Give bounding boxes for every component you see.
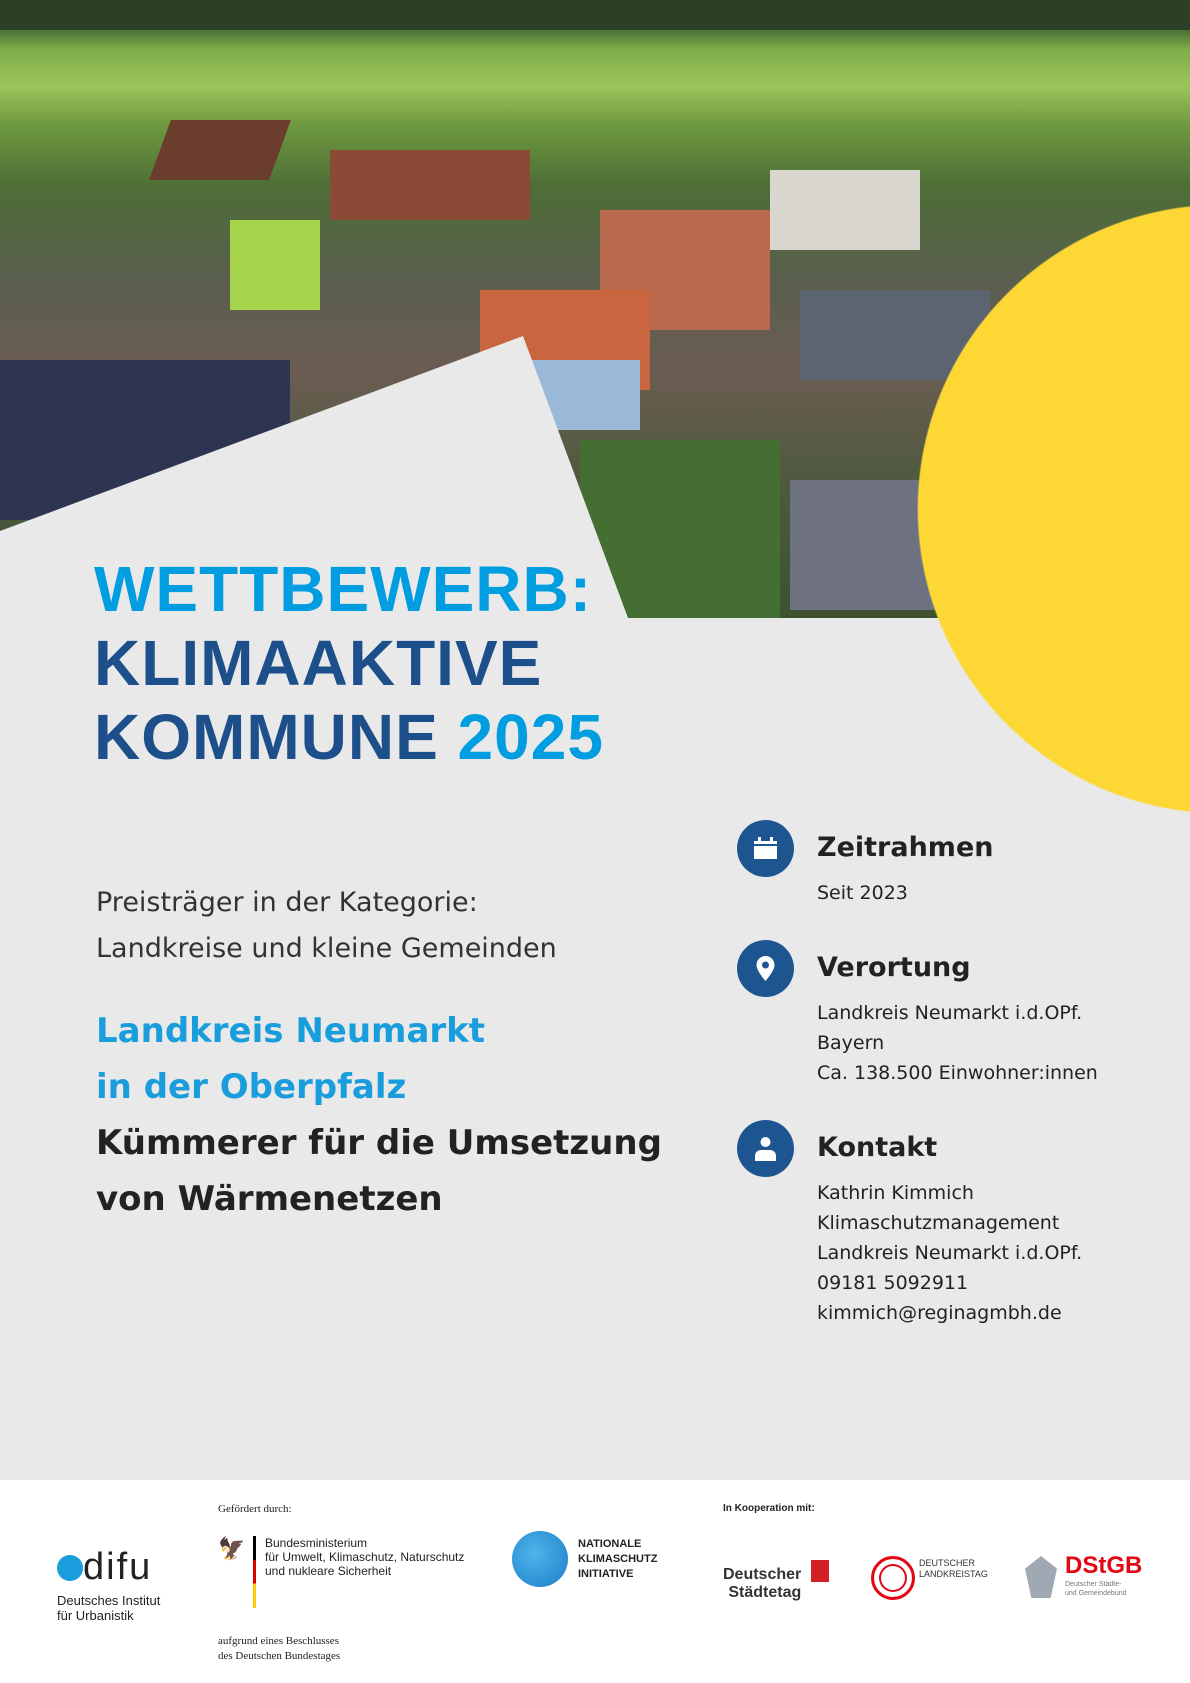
yellow-circle-decoration — [917, 204, 1190, 814]
page-title: WETTBEWERB: KLIMAAKTIVE KOMMUNE 2025 — [94, 553, 604, 773]
globe-icon — [512, 1531, 568, 1587]
staedtetag-logo: Deutscher Städtetag — [723, 1566, 801, 1602]
calendar-icon — [737, 820, 794, 877]
eagle-icon — [1025, 1556, 1057, 1598]
category: Preisträger in der Kategorie: Landkreise und kleine Gemeinden — [96, 887, 557, 964]
difu-logo: difu Deutsches Institut für Urbanistik — [57, 1546, 161, 1623]
person-icon — [737, 1120, 794, 1177]
cooperation-label: In Kooperation mit: — [723, 1503, 815, 1514]
funded-by-label: Gefördert durch: — [218, 1503, 292, 1515]
email-link[interactable]: kimmich@reginagmbh.de — [817, 1302, 1062, 1324]
bundestag-note: aufgrund eines Beschlusses des Deutschen Bundestages — [218, 1635, 341, 1662]
location-pin-icon — [737, 940, 794, 997]
federal-eagle-icon: 🦅 — [218, 1536, 246, 1561]
footer-logos: difu Deutsches Institut für Urbanistik Gefördert durch: 🦅 Bundesministerium für Umwelt, Klimaschutz, Naturschutz und nukleare Sicherheit aufgrund eines Beschlusses des Deutschen Bundestages NATIONALE KLIMASCHUTZ INITIATIVE In Kooperation mit: Deutscher Städtetag DEUTSCHER LANDKREISTAG DStGB Deutscher Städte- und Gemeindebund — [0, 1480, 1190, 1683]
winner: Landkreis Neumarkt in der Oberpfalz Kümmerer für die Umsetzung von Wärmenetzen — [96, 1011, 662, 1219]
